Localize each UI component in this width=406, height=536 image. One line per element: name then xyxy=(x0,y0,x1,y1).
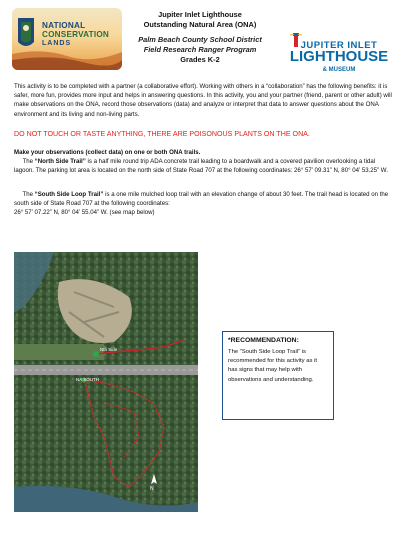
aerial-map-image xyxy=(14,252,198,512)
south-trail-paragraph: The “South Side Loop Trail” is a one mile mulched loop trail with an elevation change of about 30 feet. The trail head is located on the south side of State Road 707 at the following coordinates: 26° 57’ 07.22” N, 80° 04’ 55.04” W. (see map below) xyxy=(14,191,389,217)
intro-paragraph: This activity is to be completed with a partner (a collaborative effort). Working with others in a “collaboration” has the following benefits: it is safer, more fun, provides more input and helps in answering questions. In this activity, you and your partner (friend, parent or other adult) will make observations on the ONA, record those observations (data) and analyze or interpret that data to answer questions about the ONA environment and its living and non-living parts. xyxy=(14,83,392,118)
logo-right-line2: LIGHTHOUSE xyxy=(289,48,389,65)
title-line1: Jupiter Inlet Lighthouse xyxy=(158,10,242,19)
map-south-label: NA SOUTH xyxy=(76,377,100,382)
south-trail-text: is a one mile mulched loop trail with an elevation change of about 30 feet. The trail head is located on the south side of State Road 707 at the following coordinates: xyxy=(14,191,389,208)
south-trail-coords: 26° 57’ 07.22” N, 80° 04’ 55.04” W. (see map below) xyxy=(14,209,155,217)
logo-right-line1: JUPITER INLET xyxy=(300,40,378,51)
north-trail-paragraph: The “North Side Trail” is a half mile round trip ADA concrete trail leading to a boardwalk and a covered pavilion overlooking a tidal lagoon. The parking lot area is located on the north side of State Road 707 at the following coordinates: 26° 57’ 09.31” N, 80° 04’ 53.25” W. xyxy=(14,158,388,175)
national-conservation-lands-logo xyxy=(12,8,122,70)
north-trail-text: is a half mile round trip ADA concrete trail leading to a boardwalk and a covered pavilion overlooking a tidal lagoon. The parking lot area is located on the north side of State Road 707 at the following coordinates: 26° 57’ 09.31” N, 80° 04’ 53.25” W. xyxy=(14,158,388,175)
recommendation-title: *RECOMMENDATION: xyxy=(228,337,299,344)
header xyxy=(125,10,275,65)
south-trail-name: “South Side Loop Trail” xyxy=(34,191,104,198)
map-north-label: Nth Side xyxy=(100,347,118,352)
make-observations-heading: Make your observations (collect data) on one or both ONA trails. xyxy=(14,149,201,156)
recommendation-body: The “South Side Loop Trail” is recommended for this activity as it has signs that may help with observations and understanding. xyxy=(228,349,318,383)
logo-left-line2: CONSERVATION xyxy=(42,30,109,39)
logo-right-line3: & MUSEUM xyxy=(322,67,356,73)
logo-left-line3: LANDS xyxy=(42,40,72,47)
org-line2: Field Research Ranger Program xyxy=(143,45,257,54)
grades: Grades K-2 xyxy=(180,55,220,64)
title-line2: Outstanding Natural Area (ONA) xyxy=(143,20,257,29)
north-arrow-icon: N xyxy=(150,486,154,492)
aerial-trail-map xyxy=(14,252,198,512)
warning-text: DO NOT TOUCH OR TASTE ANYTHING, THERE ARE POISONOUS PLANTS ON THE ONA. xyxy=(14,130,310,138)
recommendation-box xyxy=(222,331,334,420)
logo-left-line1: NATIONAL xyxy=(42,21,86,30)
org-line1: Palm Beach County School District xyxy=(138,35,262,44)
jupiter-inlet-lighthouse-logo xyxy=(284,34,394,79)
north-trail-name: “North Side Trail” xyxy=(34,158,86,165)
